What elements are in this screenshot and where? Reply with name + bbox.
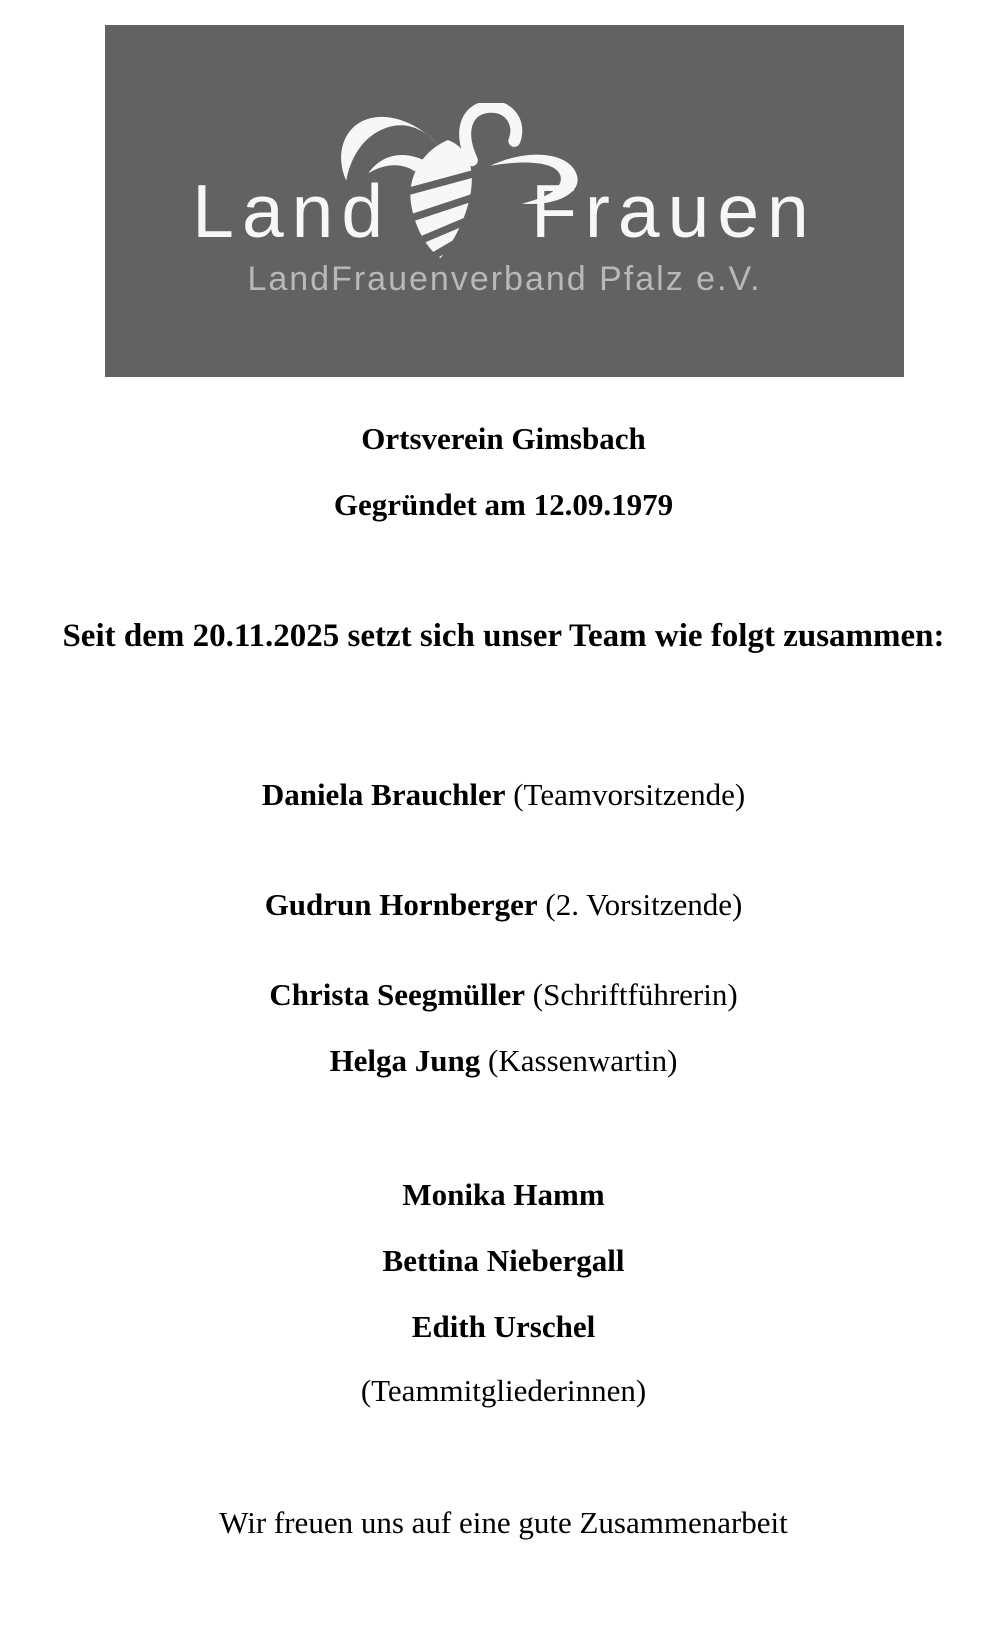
officer-name: Daniela Brauchler — [261, 777, 506, 812]
officer-line-secretary — [0, 976, 1007, 1015]
member-line: Edith Urschel — [411, 1309, 596, 1344]
logo-word-frauen: Frauen — [531, 169, 817, 253]
founded-line: Gegründet am 12.09.1979 — [333, 487, 674, 522]
officer-role: (Schriftführerin) — [532, 977, 738, 1012]
logo-banner — [105, 25, 904, 377]
officer-name: Helga Jung — [329, 1043, 481, 1078]
officer-name: Christa Seegmüller — [269, 977, 526, 1012]
member-line: Monika Hamm — [402, 1177, 605, 1212]
logo-subtitle: LandFrauenverband Pfalz e.V. — [247, 260, 762, 298]
intro-line: Seit dem 20.11.2025 setzt sich unser Team wie folgt zusammen: — [62, 618, 945, 654]
officer-line-treasurer — [0, 1042, 1007, 1081]
officer-line-chairwoman — [0, 776, 1007, 815]
officer-role: (Kassenwartin) — [488, 1043, 678, 1078]
members-caption-line: (Teammitgliederinnen) — [360, 1373, 647, 1408]
logo-word-land: Land — [192, 169, 392, 253]
logo-wordmark — [192, 103, 817, 256]
club-name-line: Ortsverein Gimsbach — [361, 421, 646, 456]
officer-role: (Teamvorsitzende) — [513, 777, 746, 812]
officer-line-vice-chairwoman — [0, 886, 1007, 925]
officer-name: Gudrun Hornberger — [264, 887, 538, 922]
member-line: Bettina Niebergall — [382, 1243, 625, 1278]
closing-line: Wir freuen uns auf eine gute Zusammenarbeit — [219, 1505, 788, 1540]
officer-role: (2. Vorsitzende) — [545, 887, 743, 922]
